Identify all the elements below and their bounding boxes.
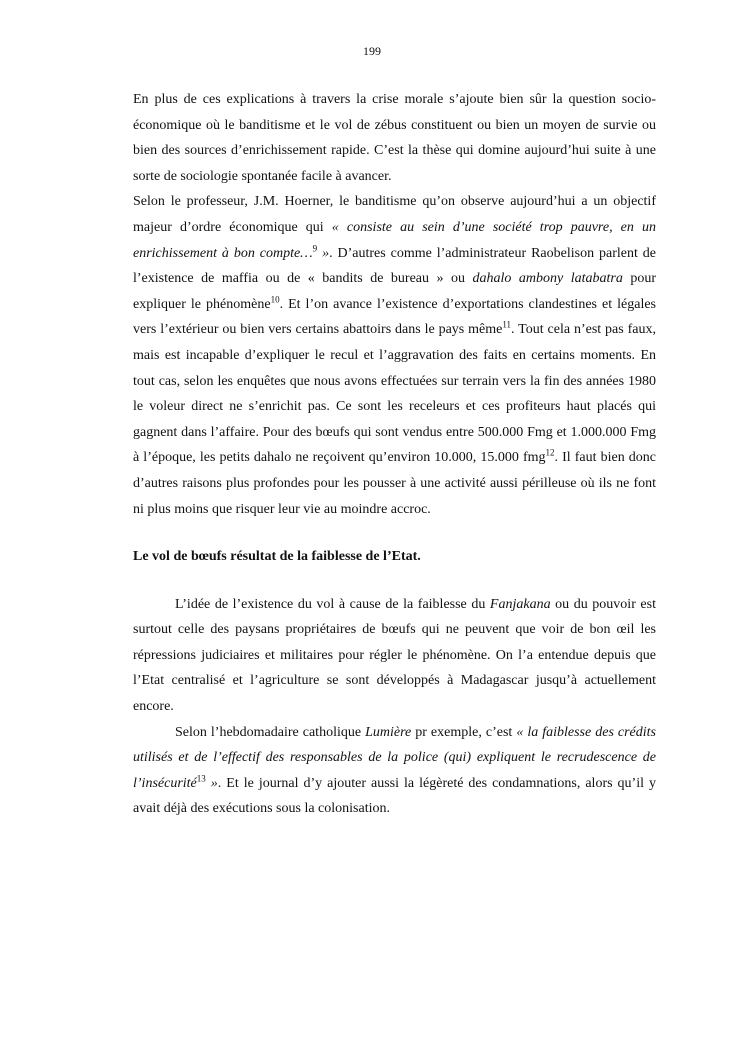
quote-lumiere: « la faiblesse des crédits utilisés et de l’effectif des responsables de la police (qui) expliquent le recrudescence de l’insécurité xyxy=(133,724,657,791)
footnote-ref-12[interactable]: 12 xyxy=(545,447,555,458)
quote-end: » xyxy=(205,775,218,791)
text-run: . D’autres comme l’administrateur Raobelison parlent de l’existence de maffia ou de « bandits de bureau » ou xyxy=(133,245,657,287)
page-number: 199 xyxy=(363,44,381,58)
text-run: L’idée de l’existence du vol à cause de la faiblesse du xyxy=(175,596,490,612)
footnote-ref-9[interactable]: 9 xyxy=(312,242,318,253)
paragraph-socio-economic: En plus de ces explications à travers la crise morale s’ajoute bien sûr la question socio-économique où le banditisme et le vol de zébus constituent ou bien un moyen de survie ou bien des sources d’enrichissement rapide. C’est la thèse qui domine aujourd’hui suite à une sorte de sociologie spontanée facile à avancer. xyxy=(133,92,656,184)
text-run: ou du pouvoir est surtout celle des paysans propriétaires de bœufs qui ne peuvent que voir de bon œil les répressions judiciaires et militaires pour régler le phénomène. On l’a entendue depuis que l’Etat centralisé et l’agriculture se sont développés à Madagascar jusqu’à actuellement encore. xyxy=(133,596,656,715)
quote-end: » xyxy=(317,245,330,261)
journal-title: Lumière xyxy=(365,724,412,740)
term-fanjakana: Fanjakana xyxy=(489,596,551,612)
text-run: Selon l’hebdomadaire catholique xyxy=(175,724,366,740)
quote-hoerner: « consiste au sein d’une société trop pauvre, en un enrichissement à bon compte… xyxy=(133,219,656,261)
footnote-ref-13[interactable]: 13 xyxy=(196,773,206,784)
paragraph-lumiere xyxy=(133,720,656,822)
text-run: . Et l’on avance l’existence d’exportations clandestines et légales vers l’extérieur ou bien vers certains abattoirs dans le pays même xyxy=(133,296,656,338)
body-text xyxy=(133,87,656,822)
text-run: pour expliquer le phénomène xyxy=(133,271,656,312)
text-run: . Et le journal d’y ajouter aussi la légèreté des condamnations, alors qu’il y avait déjà des exécutions sous la colonisation. xyxy=(133,775,657,817)
footnote-ref-11[interactable]: 11 xyxy=(502,319,512,330)
footnote-ref-10[interactable]: 10 xyxy=(270,294,280,305)
text-run: . Tout cela n’est pas faux, mais est incapable d’expliquer le recul et l’aggravation des faits en certains moments. En tout cas, selon les enquêtes que nous avons effectuées sur terrain vers la fin des années 1980 le voleur direct ne s’enrichit pas. Ce sont les receleurs et ces profiteurs haut placés qui gagnent dans l’affaire. Pour des bœufs qui sont vendus entre 500.000 Fmg et 1.000.000 Fmg à l’époque, les petits dahalo ne reçoivent qu’environ 10.000, 15.000 fmg xyxy=(133,322,656,466)
paragraph-hoerner xyxy=(133,189,656,522)
section-heading: Le vol de bœufs résultat de la faiblesse de l’Etat. xyxy=(133,549,421,565)
term-dahalo-ambony-latabatra: dahalo ambony latabatra xyxy=(472,271,623,287)
paragraph-fanjakana xyxy=(133,592,656,720)
text-run: pr exemple, c’est xyxy=(411,724,517,740)
text-run: Selon le professeur, J.M. Hoerner, le banditisme qu’on observe aujourd’hui a un objectif majeur d’ordre économique qui xyxy=(133,194,656,235)
text-run: . Il faut bien donc d’autres raisons plus profondes pour les pousser à une activité aussi périlleuse où ils ne font ni plus moins que risquer leur vie au moindre accroc. xyxy=(133,450,657,517)
